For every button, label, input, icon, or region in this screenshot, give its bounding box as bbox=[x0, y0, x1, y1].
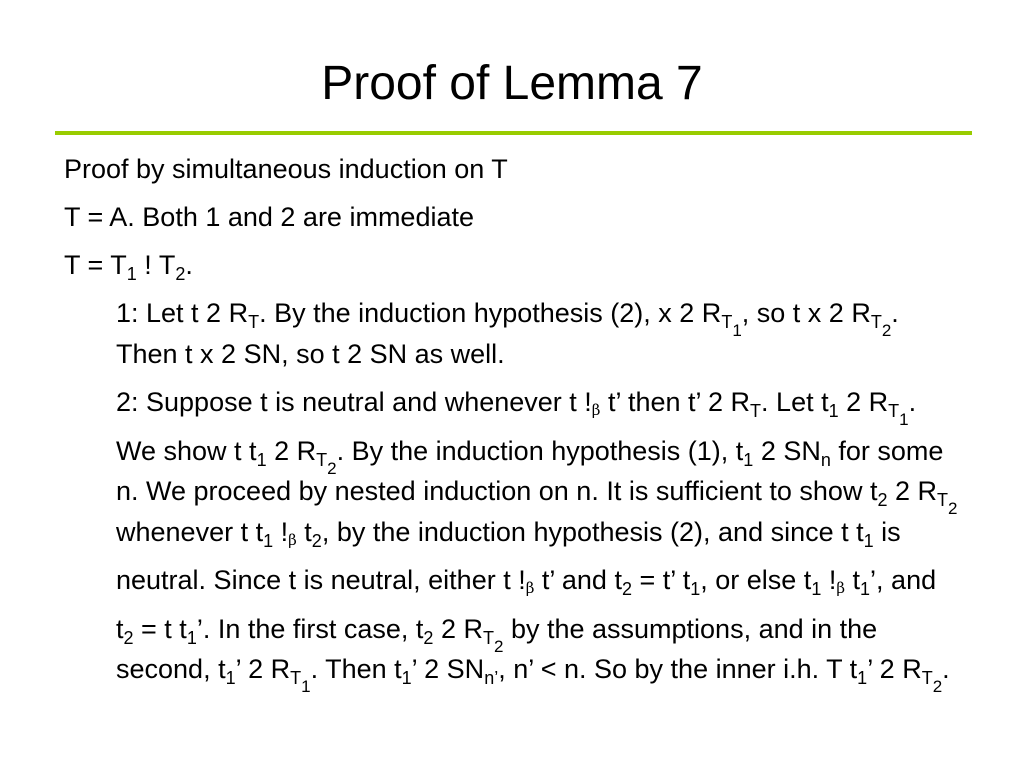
body-line-arrow-case: $T = T_1$ ! $T_2$. bbox=[64, 250, 193, 284]
slide-title: Proof of Lemma 7 bbox=[321, 57, 703, 110]
case-1-paragraph: 1: Let t 2 $R_T$. By the induction hypothesis (2), x 2 $R_{T_1}$, so t x 2 $R_{T_2}$. Then t x 2 SN, so t 2 SN as well. bbox=[116, 298, 899, 369]
body-line-proof-method: Proof by simultaneous induction on T bbox=[64, 154, 508, 184]
case-2-paragraph: 2: Suppose t is neutral and whenever t !β t’ then t’ 2 $R_T$. Let $t_1$ 2 $R_{T_1}$. We show t $t_1$ 2 $R_{T_2}$. By the induction hypothesis (1), $t_1$ 2 $SN_n$ for some n. We proceed by nested induction on n. It is sufficient to show $t_2$ 2 $R_{T_2}$ whenever t $t_1$ !β $t_2$, by the induction hypothesis (2), and since t $t_1$ is neutral. Since t is neutral, either t !β t’ and $t_2 = t$’ $t_1$, or else $t_1$ !β $t_1$’, and $t_2 = t$ $t_1$’. In the first case, $t_2$ 2 $R_{T_2}$ by the assumptions, and in the second, $t_1$’ 2 $R_{T_1}$. Then $t_1$’ 2 $SN_{n’}$, n’ < n. So by the inner i.h. T $t_1$’ 2 $R_{T_2}$. bbox=[116, 387, 958, 696]
title-underline bbox=[55, 131, 972, 135]
slide-body bbox=[64, 149, 964, 696]
body-line-base-case: T = A. Both 1 and 2 are immediate bbox=[64, 202, 474, 232]
